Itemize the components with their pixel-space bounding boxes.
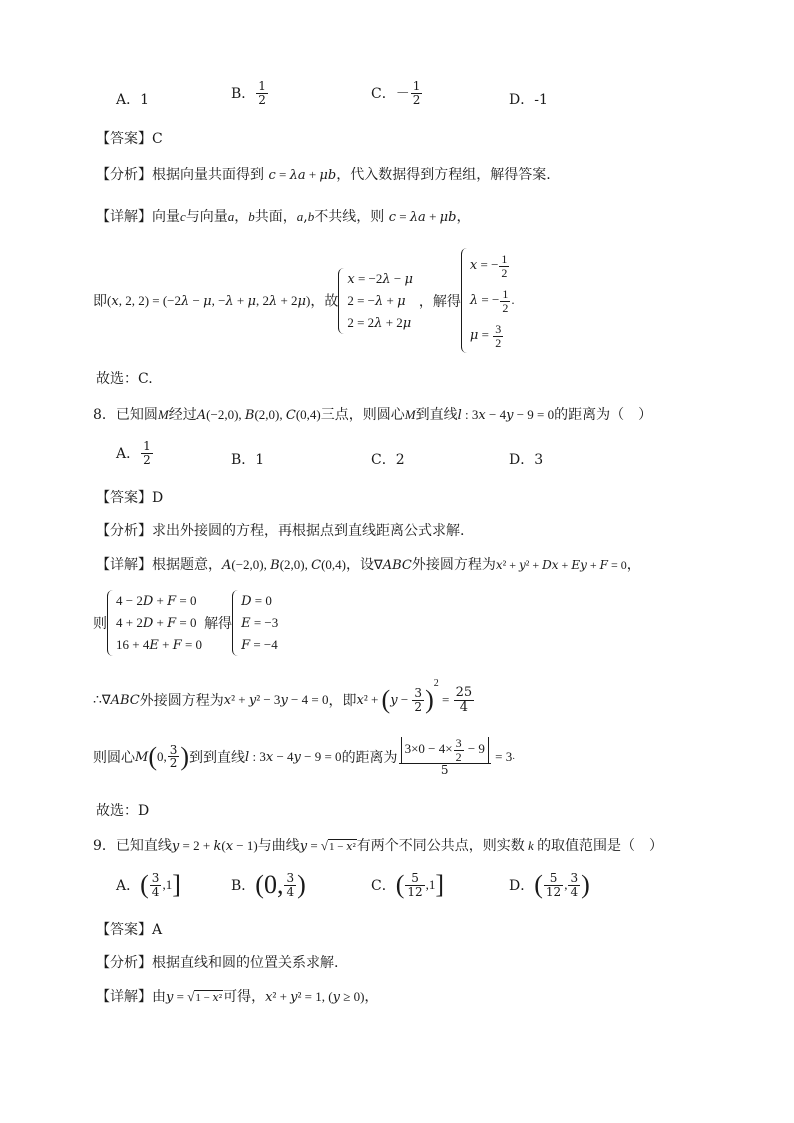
q8-solution-system: D = 0 E = −3 F = −4 (232, 590, 278, 656)
q8-distance-line: 则圆心M(0, $\frac{3}{2}$ )到到直线l : 3x − 4y − 9 = 0的距离为 3×0 − 4× $\frac{3}{2}$ − 9 5 = 3. (93, 736, 516, 778)
q9-stem: 9．已知直线y = 2 + k(x − 1)与曲线y = √1 − x²有两个不同公共点，则实数 k 的取值范围是（ ） (93, 838, 664, 854)
q8-stem: 8．已知圆M经过A(−2,0), B(2,0), C(0,4)三点，则圆心M到直线l : 3x − 4y − 9 = 0的距离为（ ） (93, 407, 653, 423)
q8-circle-equation: ∴∇ABC外接圆方程为x² + y² − 3y − 4 = 0，即x² + (y − $\frac{3}{2}$ )$^2$ = $\frac{25}{4}$ (93, 678, 473, 715)
q8-system-line: 则 4 − 2D + F = 0 4 + 2D + F = 0 16 + 4E + F = 0 解得 D = 0 E = −3 F = −4 (93, 590, 278, 660)
q7-option-c: C．－ $\frac{1}{2}$ (371, 79, 421, 107)
q7-option-b: B． $\frac{1}{2}$ (231, 79, 266, 107)
q8-option-d: D．3 (509, 452, 544, 468)
q9-detail: 【详解】由y = √1 − x²可得，x² + y² = 1, (y ≥ 0)， (96, 989, 379, 1005)
q8-conclusion: 故选：D (96, 803, 150, 819)
q7-conclusion: 故选：C. (96, 371, 153, 387)
q9-option-c: C．( $\frac{5}{12}$ ,1] (371, 870, 445, 899)
q9-option-a: A．( $\frac{3}{4}$ ,1] (116, 870, 181, 899)
q9-answer: 【答案】A (96, 922, 163, 938)
q7-option-a: A．1 (116, 92, 150, 108)
q7-system-line: 即(x, 2, 2) = (−2λ − μ, −λ + μ, 2λ + 2μ)，故 x = −2λ − μ 2 = −λ + μ 2 = 2λ + 2μ ，解得 x = − $\frac{1}{2}$ λ = − $\frac{1}{2}$ . μ = $\frac{3}{2}$ (93, 248, 515, 353)
q7-solution-system: x = − $\frac{1}{2}$ λ = − $\frac{1}{2}$ . μ = $\frac{3}{2}$ (461, 248, 515, 353)
q7-detail: 【详解】向量c与向量a，b共面，a,b不共线，则 c = λa + μb， (96, 209, 471, 225)
q8-detail: 【详解】根据题意，A(−2,0), B(2,0), C(0,4)，设∇ABC外接圆方程为x² + y² + Dx + Ey + F = 0， (96, 557, 641, 573)
q9-option-b: B．(0, $\frac{3}{4}$ ) (231, 870, 306, 899)
q7-equation-system: x = −2λ − μ 2 = −λ + μ 2 = 2λ + 2μ (338, 268, 413, 334)
q7-vector-eq: c = λa + μb (268, 167, 337, 183)
q9-option-d: D．( $\frac{5}{12}$ , $\frac{3}{4}$ ) (509, 870, 590, 899)
q9-analysis: 【分析】根据直线和圆的位置关系求解. (96, 955, 339, 971)
q7-option-d: D．-1 (509, 92, 548, 108)
q8-option-b: B．1 (231, 452, 265, 468)
q8-option-a: A． $\frac{1}{2}$ (116, 439, 151, 467)
q7-analysis: 【分析】根据向量共面得到 c = λa + μb，代入数据得到方程组，解得答案. (96, 167, 551, 183)
q8-equation-system: 4 − 2D + F = 0 4 + 2D + F = 0 16 + 4E + F = 0 (107, 590, 202, 656)
q8-distance-fraction: 3×0 − 4× $\frac{3}{2}$ − 9 5 (399, 737, 491, 777)
q8-answer: 【答案】D (96, 490, 164, 506)
q7-answer: 【答案】C (96, 131, 163, 147)
q8-option-c: C．2 (371, 452, 405, 468)
q8-analysis: 【分析】求出外接圆的方程，再根据点到直线距离公式求解. (96, 523, 465, 539)
